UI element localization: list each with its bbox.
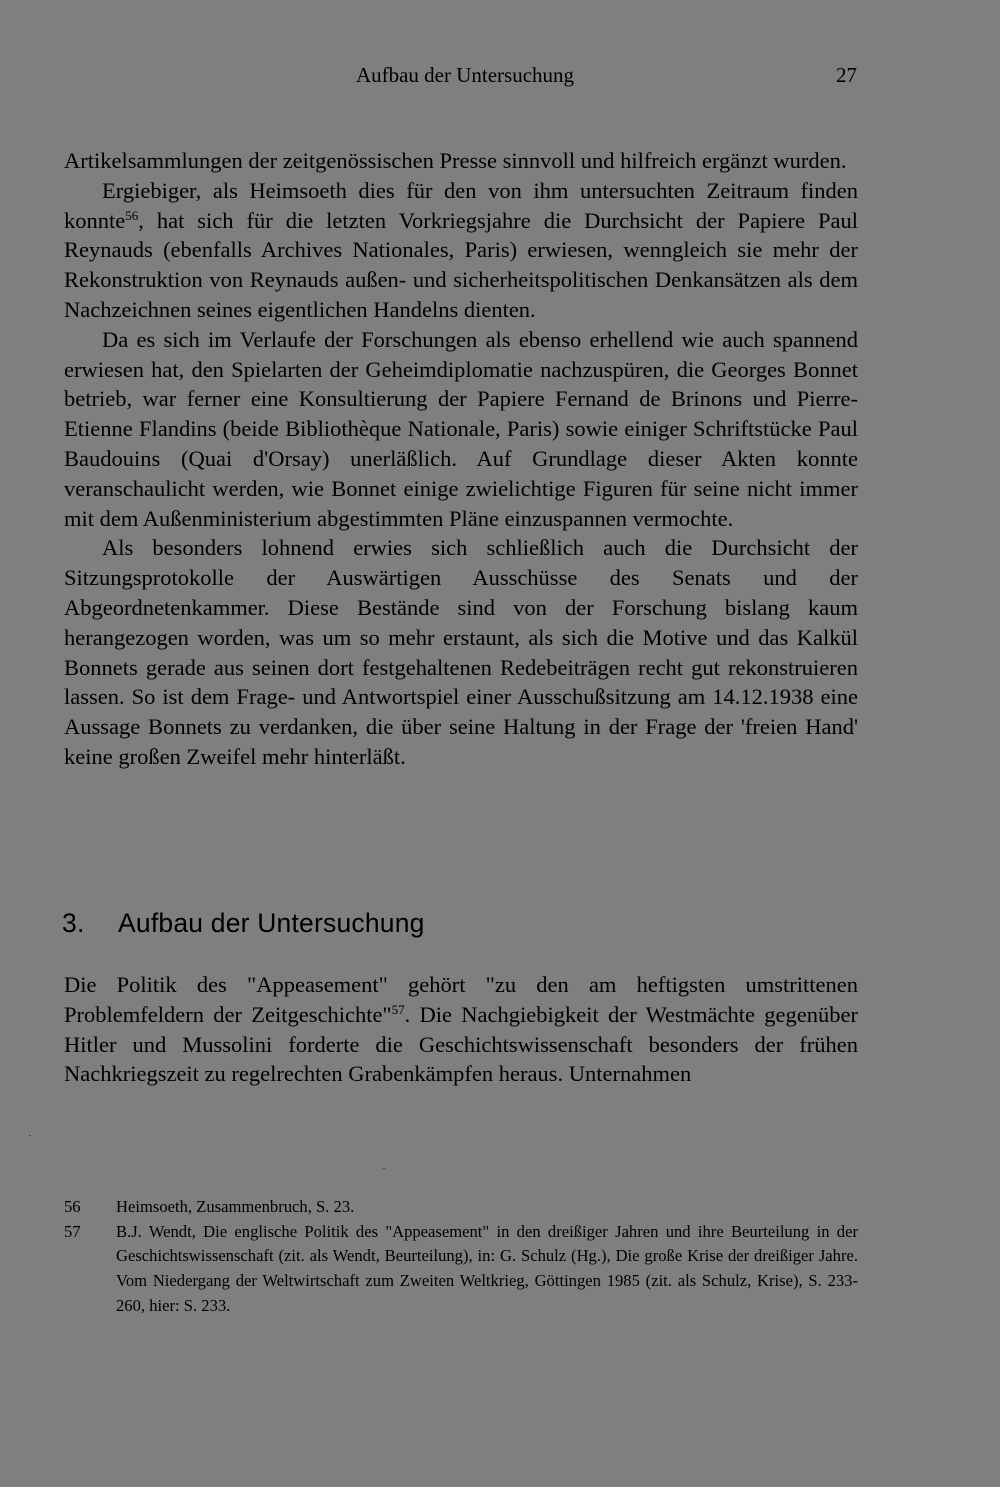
running-head: [0, 63, 1000, 93]
paragraph: Da es sich im Verlaufe der Forschungen als ebenso erhellend wie auch spannend erwiesen hat, den Spielarten der Geheimdiplomatie nachzuspüren, die Georges Bonnet betrieb, war ferner eine Konsultierung der Papiere Fernand de Brinons und Pierre-Etienne Flandins (beide Bibliothèque Nationale, Paris) sowie einiger Schriftstücke Paul Baudouins (Quai d'Orsay) unerläßlich. Auf Grundlage dieser Akten konnte veranschaulicht werden, wie Bonnet einige zwielichtige Figuren für seine nicht immer mit dem Außenministerium abgestimmten Pläne einzuspannen vermochte.: [64, 326, 858, 531]
paragraph-text: . Die Nachgiebigkeit der Westmächte gegenüber Hitler und Mussolini forderte die Geschichtswissenschaft besonders der frühen Nachkriegszeit zu regelrechten Grabenkämpfen heraus. Unternahmen: [64, 1001, 858, 1087]
footnote-number: 56: [64, 1197, 81, 1216]
body-text-section-2: [64, 970, 858, 1089]
paragraph-text: , hat sich für die letzten Vorkriegsjahre die Durchsicht der Papiere Paul Reynauds (ebenfalls Archives Nationales, Paris) erwiesen, wenngleich sie mehr der Rekonstruktion von Reynauds außen- und sicherheitspolitischen Denkansätzen als dem Nachzeichnen seines eigentlichen Handelns dienten.: [64, 207, 858, 322]
body-text-section-1: [64, 146, 858, 772]
running-title: Aufbau der Untersuchung: [355, 63, 575, 87]
footnote: [64, 1195, 858, 1220]
paragraph: Artikelsammlungen der zeitgenössischen Presse sinnvoll und hilfreich ergänzt wurden.: [64, 148, 847, 173]
footnote-text: Heimsoeth, Zusammenbruch, S. 23.: [116, 1197, 355, 1216]
paragraph-text: Die Politik des "Appeasement" gehört "zu den am heftigsten umstrittenen Problemfeldern der Zeitgeschichte": [64, 972, 858, 1027]
paragraph-text: Ergiebiger, als Heimsoeth dies für den von ihm untersuchten Zeitraum finden konnte: [64, 177, 858, 233]
paragraph: [64, 176, 858, 325]
section-number: 3.: [62, 908, 85, 938]
scan-speck: [29, 1135, 31, 1136]
footnote: [64, 1220, 858, 1319]
section-title: Aufbau der Untersuchung: [118, 908, 425, 938]
page-number: 27: [836, 63, 857, 87]
section-heading: [62, 908, 425, 939]
footnote-reference: 57: [391, 1001, 405, 1017]
footnote-text: B.J. Wendt, Die englische Politik des "Appeasement" in den dreißiger Jahren und ihre Beurteilung in der Geschichtswissenschaft (zit. als Wendt, Beurteilung), in: G. Schulz (Hg.), Die große Krise der dreißiger Jahre. Vom Niedergang der Weltwirtschaft zum Zweiten Weltkrieg, Göttingen 1985 (zit. als Schulz, Krise), S. 233-260, hier: S. 233.: [116, 1221, 858, 1315]
footnote-reference: 56: [125, 207, 139, 223]
footnotes: [64, 1195, 858, 1319]
paragraph: [64, 970, 858, 1089]
paragraph: Als besonders lohnend erwies sich schließlich auch die Durchsicht der Sitzungsprotokolle der Auswärtigen Ausschüsse des Senats und der Abgeordnetenkammer. Diese Bestände sind von der Forschung bislang kaum herangezogen worden, was um so mehr erstaunt, als sich die Motive und das Kalkül Bonnets gerade aus seinen dort festgehaltenen Redebeiträgen recht gut rekonstruieren lassen. So ist dem Frage- und Antwortspiel einer Ausschußsitzung am 14.12.1938 eine Aussage Bonnets zu verdanken, die über seine Haltung in der Frage der 'freien Hand' keine großen Zweifel mehr hinterläßt.: [64, 535, 858, 769]
scan-speck: [383, 1168, 385, 1169]
footnote-number: 57: [64, 1221, 81, 1241]
